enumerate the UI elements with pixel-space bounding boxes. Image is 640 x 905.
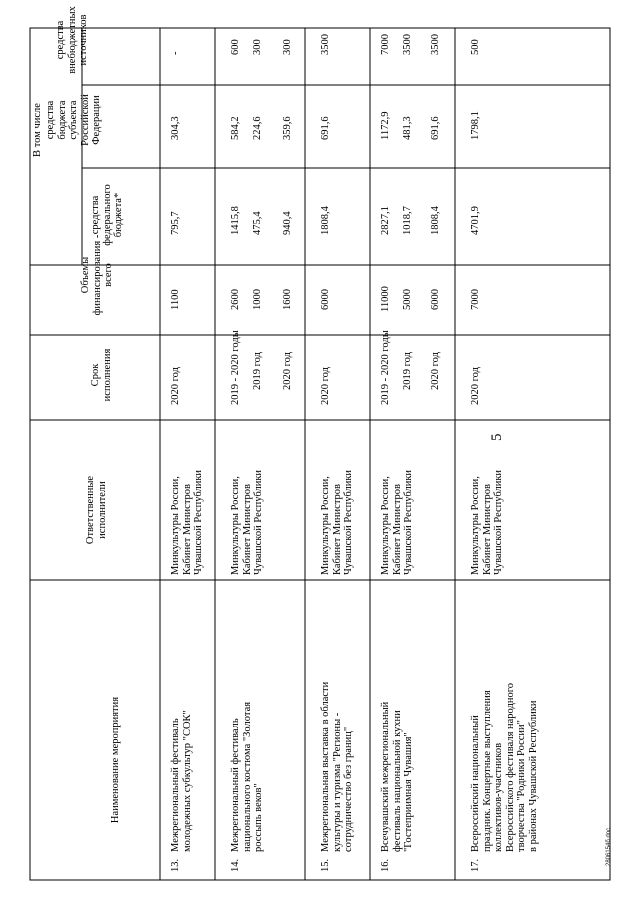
row-14-total-c: 1600: [282, 289, 293, 310]
row-16-subject-b: 481,3: [402, 116, 413, 140]
header-subject: средства бюджета субъекта Российской Федерации: [45, 94, 102, 146]
row-16-total-c: 6000: [430, 289, 441, 310]
row-16-term-b: 2019 год: [402, 352, 413, 390]
row-16-federal-a: 2827,1: [380, 206, 391, 235]
row-16-subject-c: 691,6: [430, 116, 441, 140]
row-17-off: 500: [470, 39, 481, 55]
header-volume: Объемы финансирования - всего: [80, 234, 114, 316]
row-16-total-a: 11000: [380, 286, 391, 312]
row-16-name: Всечувашский межрегиональный фестиваль национальной кухни "Гостеприимная Чувашия": [380, 701, 414, 852]
row-16-off-b: 3500: [402, 34, 413, 55]
row-14-subject-a: 584,2: [230, 116, 241, 140]
row-13-executors: Минкультуры России, Кабинет Министров Чувашской Республики: [170, 469, 204, 575]
row-15-federal: 1808,4: [320, 206, 331, 235]
row-13-federal: 795,7: [170, 211, 181, 235]
header-name: Наименование мероприятия: [110, 696, 121, 824]
row-14-federal-a: 1415,8: [230, 206, 241, 235]
row-17-name: Всероссийский национальный праздник. Концертные выступления коллективов-участников Всероссийского фестиваля народного творчества "Родники России" в районах Чувашской Республики: [470, 682, 539, 852]
header-executors: Ответственные исполнители: [85, 475, 108, 545]
header-offbudget: средства внебюджетных источников: [55, 6, 89, 74]
header-federal: средства федерального бюджета*: [90, 184, 124, 246]
row-16-executors: Минкультуры России, Кабинет Министров Чувашской Республики: [380, 469, 414, 575]
row-14-total-b: 1000: [252, 289, 263, 310]
row-14-term-b: 2019 год: [252, 352, 263, 390]
row-14-off-b: 300: [252, 39, 263, 55]
row-16-total-b: 5000: [402, 289, 413, 310]
row-15-executors: Минкультуры России, Кабинет Министров Чувашской Республики: [320, 469, 354, 575]
row-15-term: 2020 год: [320, 367, 331, 405]
row-15-off: 3500: [320, 34, 331, 55]
row-14-off-c: 300: [282, 39, 293, 55]
header-term: Срок исполнения: [90, 348, 113, 402]
row-14-federal-b: 475,4: [252, 211, 263, 235]
row-17-term: 2020 год: [470, 367, 481, 405]
row-14-subject-b: 224,6: [252, 116, 263, 140]
row-14-name: Межрегиональный фестиваль национального костюма "Золотая россыпь веков": [230, 701, 264, 852]
footer-filename: 2806154б.doc: [606, 827, 612, 866]
row-16-term-a: 2019 - 2020 годы: [380, 330, 391, 405]
row-17-subject: 1798,1: [470, 111, 481, 140]
row-16-subject-a: 1172,9: [380, 111, 391, 140]
row-16-off-c: 3500: [430, 34, 441, 55]
row-14-federal-c: 940,4: [282, 211, 293, 235]
row-17-executors: Минкультуры России, Кабинет Министров Чувашской Республики: [470, 469, 504, 575]
header-including: В том числе: [32, 103, 43, 157]
row-16-num: 16.: [380, 858, 391, 872]
row-13-num: 13.: [170, 858, 181, 872]
row-17-num: 17.: [470, 858, 481, 872]
row-16-federal-c: 1808,4: [430, 206, 441, 235]
row-14-term-a: 2019 - 2020 годы: [230, 330, 241, 405]
row-16-term-c: 2020 год: [430, 352, 441, 390]
row-16-federal-b: 1018,7: [402, 206, 413, 235]
row-15-name: Межрегиональная выставка в области культуры и туризма "Регионы - сотрудничество без границ": [320, 681, 354, 852]
row-17-total: 7000: [470, 289, 481, 310]
row-13-name: Межрегиональный фестиваль молодежных субкультур "СОК": [170, 710, 193, 852]
row-14-term-c: 2020 год: [282, 352, 293, 390]
row-14-num: 14.: [230, 858, 241, 872]
row-14-off-a: 600: [230, 39, 241, 55]
row-14-subject-c: 359,6: [282, 116, 293, 140]
row-16-off-a: 7000: [380, 34, 391, 55]
row-17-federal: 4701,9: [470, 206, 481, 235]
row-13-off: -: [170, 51, 181, 55]
row-13-term: 2020 год: [170, 367, 181, 405]
row-15-subject: 691,6: [320, 116, 331, 140]
row-14-total-a: 2600: [230, 289, 241, 310]
row-14-executors: Минкультуры России, Кабинет Министров Чувашской Республики: [230, 469, 264, 575]
row-15-total: 6000: [320, 289, 331, 310]
page-number: 5: [489, 433, 505, 441]
row-13-total: 1100: [170, 289, 181, 310]
row-15-num: 15.: [320, 858, 331, 872]
row-13-subject: 304,3: [170, 116, 181, 140]
